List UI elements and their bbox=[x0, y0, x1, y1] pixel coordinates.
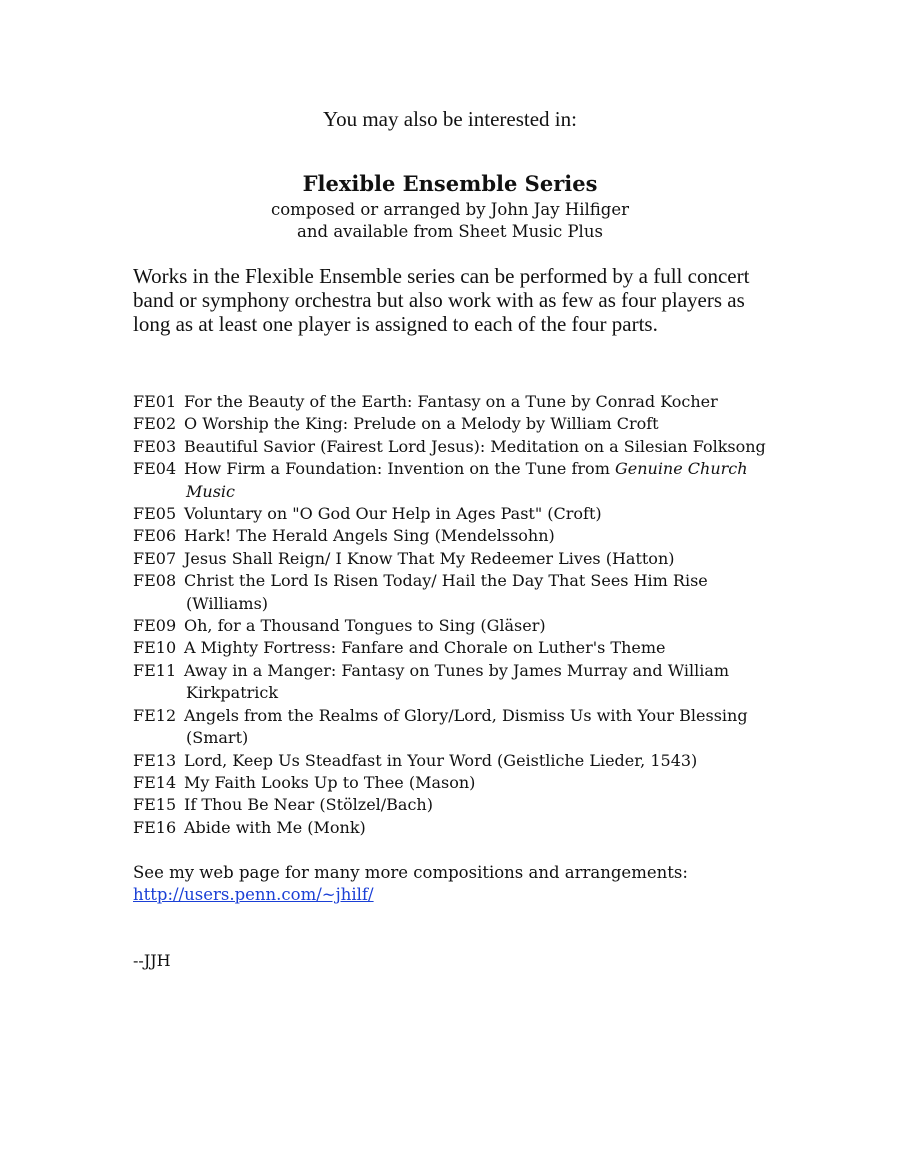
work-title: Hark! The Herald Angels Sing (Mendelssohn) bbox=[184, 526, 555, 546]
work-code: FE04 bbox=[133, 459, 177, 479]
more-compositions-text: See my web page for many more compositions and arrangements: bbox=[133, 863, 688, 882]
work-code: FE12 bbox=[133, 705, 177, 725]
list-item bbox=[133, 413, 793, 435]
work-title-continuation: Kirkpatrick bbox=[186, 683, 279, 703]
list-item bbox=[133, 637, 793, 659]
description-line: Works in the Flexible Ensemble series can be performed by a full concert bbox=[133, 264, 750, 288]
work-code: FE14 bbox=[133, 772, 177, 792]
work-code: FE15 bbox=[133, 795, 177, 815]
description-line: band or symphony orchestra but also work with as few as four players as bbox=[133, 288, 745, 312]
list-item bbox=[133, 436, 793, 458]
series-subtitle-line2: and available from Sheet Music Plus bbox=[297, 222, 603, 241]
list-item bbox=[133, 503, 793, 525]
list-item bbox=[133, 660, 793, 705]
intro-text: You may also be interested in: bbox=[323, 107, 577, 131]
work-title: If Thou Be Near (Stölzel/Bach) bbox=[184, 795, 433, 815]
web-page-link[interactable]: http://users.penn.com/~jhilf/ bbox=[133, 885, 374, 904]
work-code: FE08 bbox=[133, 571, 177, 591]
work-title: Beautiful Savior (Fairest Lord Jesus): Meditation on a Silesian Folksong bbox=[184, 436, 766, 456]
work-code: FE11 bbox=[133, 660, 177, 680]
work-title: Jesus Shall Reign/ I Know That My Redeemer Lives (Hatton) bbox=[184, 548, 675, 568]
work-title: Angels from the Realms of Glory/Lord, Dismiss Us with Your Blessing bbox=[184, 705, 748, 725]
work-code: FE07 bbox=[133, 548, 177, 568]
signature: --JJH bbox=[133, 951, 171, 970]
work-code: FE10 bbox=[133, 638, 177, 658]
work-title-italic: Genuine Church bbox=[614, 459, 748, 479]
work-title-wrapper bbox=[184, 458, 793, 480]
list-item bbox=[133, 615, 793, 637]
list-item bbox=[133, 705, 793, 750]
list-item bbox=[133, 525, 793, 547]
work-code: FE01 bbox=[133, 392, 177, 411]
list-item bbox=[133, 458, 793, 503]
list-item bbox=[133, 750, 793, 772]
work-title: My Faith Looks Up to Thee (Mason) bbox=[184, 772, 476, 792]
work-code: FE02 bbox=[133, 414, 177, 434]
work-code: FE13 bbox=[133, 750, 177, 770]
work-title-continuation: Music bbox=[186, 481, 235, 501]
work-title: Christ the Lord Is Risen Today/ Hail the Day That Sees Him Rise bbox=[184, 571, 708, 591]
work-title: How Firm a Foundation: Invention on the Tune from bbox=[184, 459, 610, 479]
works-list bbox=[133, 391, 793, 839]
work-title: For the Beauty of the Earth: Fantasy on a Tune by Conrad Kocher bbox=[184, 392, 718, 411]
list-item bbox=[133, 794, 793, 816]
work-code: FE05 bbox=[133, 504, 177, 524]
work-code: FE03 bbox=[133, 436, 177, 456]
description-line: long as at least one player is assigned to each of the four parts. bbox=[133, 312, 658, 336]
list-item bbox=[133, 772, 793, 794]
work-title: A Mighty Fortress: Fanfare and Chorale on Luther's Theme bbox=[184, 638, 666, 658]
work-title: O Worship the King: Prelude on a Melody by William Croft bbox=[184, 414, 659, 434]
work-title-continuation: (Smart) bbox=[186, 728, 249, 748]
series-description bbox=[133, 264, 773, 336]
series-subtitle-line1: composed or arranged by John Jay Hilfiger bbox=[271, 200, 629, 219]
work-code: FE06 bbox=[133, 526, 177, 546]
list-item bbox=[133, 817, 793, 839]
list-item bbox=[133, 548, 793, 570]
work-title: Abide with Me (Monk) bbox=[184, 817, 366, 837]
work-code: FE09 bbox=[133, 616, 177, 636]
work-title: Away in a Manger: Fantasy on Tunes by James Murray and William bbox=[184, 660, 730, 680]
list-item bbox=[133, 570, 793, 615]
series-title: Flexible Ensemble Series bbox=[302, 171, 598, 196]
work-title: Oh, for a Thousand Tongues to Sing (Gläser) bbox=[184, 616, 546, 636]
work-title: Lord, Keep Us Steadfast in Your Word (Geistliche Lieder, 1543) bbox=[184, 750, 698, 770]
work-code: FE16 bbox=[133, 817, 177, 837]
work-title-continuation: (Williams) bbox=[186, 593, 269, 613]
list-item bbox=[133, 391, 793, 413]
work-title: Voluntary on "O God Our Help in Ages Past" (Croft) bbox=[184, 504, 602, 524]
